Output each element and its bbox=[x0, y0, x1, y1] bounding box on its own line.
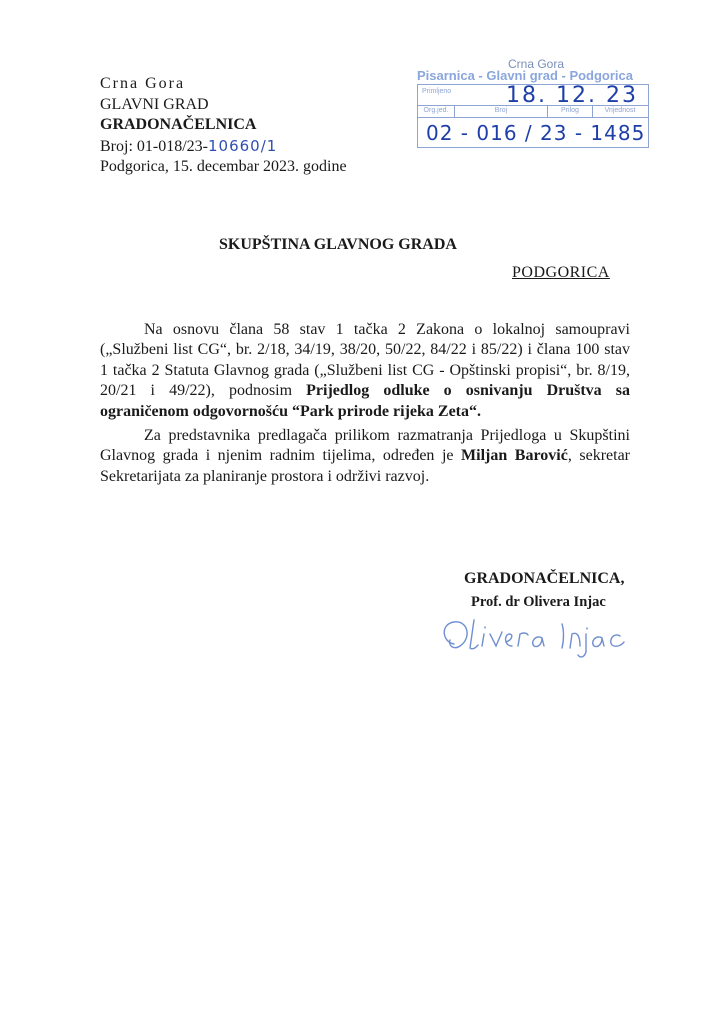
stamp-date-handwritten: 18. 12. 23 bbox=[506, 83, 638, 108]
stamp-col-prilog: Prilog bbox=[548, 105, 593, 117]
stamp-number-handwritten: 02 - 016 / 23 - 1485 bbox=[426, 121, 646, 145]
document-date: Podgorica, 15. decembar 2023. godine bbox=[100, 158, 347, 175]
signatory-name: Prof. dr Olivera Injac bbox=[471, 594, 606, 610]
stamp-grid bbox=[417, 84, 649, 148]
stamp-col-broj: Broj bbox=[455, 105, 548, 117]
proposal-title: Prijedlog odluke o osnivanju Društva sa ograničenom odgovornošću “Park prirode rijeka Zeta“. bbox=[100, 382, 630, 420]
stamp-office: Pisarnica - Glavni grad - Podgorica bbox=[417, 68, 634, 83]
paragraph-2-text-end: , sekretar Sekretarijata za planiranje prostora i održivi razvoj. bbox=[100, 447, 630, 485]
reference-number bbox=[100, 136, 347, 158]
stamp-col-vrijednost: Vrijednost bbox=[604, 107, 636, 114]
stamp-column-headers bbox=[418, 105, 648, 118]
handwritten-signature bbox=[434, 612, 644, 662]
letterhead bbox=[100, 74, 347, 178]
signature-title: GRADONAČELNICA, bbox=[464, 570, 625, 587]
stamp-row-received bbox=[418, 85, 648, 106]
stamp-country: Crna Gora bbox=[508, 57, 565, 71]
letter-body bbox=[100, 320, 630, 491]
office-line: GRADONAČELNICA bbox=[100, 116, 257, 133]
addressee-name: SKUPŠTINA GLAVNOG GRADA bbox=[219, 236, 457, 253]
signature-block bbox=[464, 570, 625, 610]
paragraph-2-text: Za predstavnika predlagača prilikom razmatranja Prijedloga u Skupštini Glavnog grada i njenim radnim tijelima, određen je bbox=[100, 427, 630, 465]
paragraph-1 bbox=[100, 320, 630, 422]
reference-handwritten: 10660/1 bbox=[208, 136, 278, 155]
country-line: Crna Gora bbox=[100, 75, 186, 92]
stamp-col-org: Org.jed. bbox=[418, 105, 455, 117]
representative-name: Miljan Barović bbox=[461, 447, 568, 465]
paragraph-1-text: Na osnovu člana 58 stav 1 tačka 2 Zakona o lokalnoj samoupravi („Službeni list CG“, br. 2/18, 34/19, 38/20, 50/22, 84/22 i 85/22) i člana 100 stav 1 tačka 2 Statuta Glavnog grada („Službeni list CG - Opštinski propisi“, br. 8/19, 20/21 i 49/22), podnosim bbox=[100, 321, 630, 400]
city-line: GLAVNI GRAD bbox=[100, 95, 209, 113]
paragraph-2 bbox=[100, 426, 630, 487]
stamp-received-label: Primljeno bbox=[422, 88, 452, 95]
registry-stamp bbox=[415, 57, 655, 149]
reference-label: Broj: 01-018/23- bbox=[100, 137, 208, 155]
addressee-city: PODGORICA bbox=[512, 264, 610, 281]
